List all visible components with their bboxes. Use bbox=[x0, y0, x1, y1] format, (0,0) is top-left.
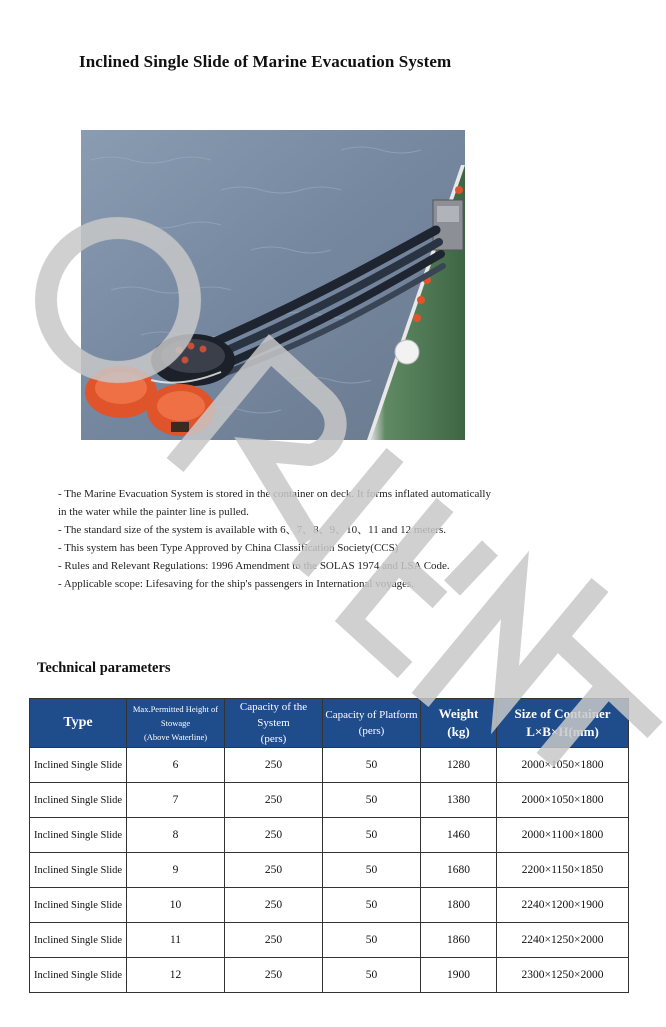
description-list bbox=[58, 485, 498, 593]
header-container-size-unit: L×B×H(mm) bbox=[526, 724, 599, 739]
cell-capacity-system: 250 bbox=[225, 783, 323, 818]
cell-type: Inclined Single Slide bbox=[30, 853, 127, 888]
cell-capacity-platform: 50 bbox=[323, 888, 421, 923]
cell-height: 10 bbox=[127, 888, 225, 923]
header-type: Type bbox=[30, 699, 127, 748]
cell-capacity-platform: 50 bbox=[323, 748, 421, 783]
cell-weight: 1860 bbox=[421, 923, 497, 958]
cell-type: Inclined Single Slide bbox=[30, 818, 127, 853]
technical-parameters-table bbox=[29, 698, 629, 993]
description-item: - Rules and Relevant Regulations: 1996 Amendment to the SOLAS 1974 and LSA Code. bbox=[58, 560, 450, 572]
header-capacity-system-label: Capacity of the System bbox=[239, 701, 308, 729]
marine-evacuation-photo bbox=[81, 130, 465, 440]
cell-weight: 1460 bbox=[421, 818, 497, 853]
table-row bbox=[30, 853, 629, 888]
description-item: - Applicable scope: Lifesaving for the ship's passengers in International voyages. bbox=[58, 578, 415, 590]
cell-height: 12 bbox=[127, 958, 225, 993]
cell-container-size: 2300×1250×2000 bbox=[497, 958, 629, 993]
table-row bbox=[30, 888, 629, 923]
description-item: - The Marine Evacuation System is stored in the container on deck. It forms inflated automatically in the water while the painter line is pulled. bbox=[58, 488, 491, 518]
cell-weight: 1900 bbox=[421, 958, 497, 993]
description-item: - The standard size of the system is available with 6、7、8、9、10、11 and 12 meters. bbox=[58, 524, 446, 536]
cell-height: 8 bbox=[127, 818, 225, 853]
cell-capacity-system: 250 bbox=[225, 888, 323, 923]
table-row bbox=[30, 923, 629, 958]
cell-weight: 1380 bbox=[421, 783, 497, 818]
description-item: - This system has been Type Approved by China Classification Society(CCS) bbox=[58, 542, 399, 554]
cell-weight: 1680 bbox=[421, 853, 497, 888]
cell-height: 9 bbox=[127, 853, 225, 888]
cell-type: Inclined Single Slide bbox=[30, 923, 127, 958]
header-container-size-label: Size of Container bbox=[514, 706, 611, 721]
header-container-size bbox=[497, 699, 629, 748]
cell-capacity-platform: 50 bbox=[323, 923, 421, 958]
cell-height: 11 bbox=[127, 923, 225, 958]
header-max-height bbox=[127, 699, 225, 748]
cell-capacity-platform: 50 bbox=[323, 853, 421, 888]
cell-height: 6 bbox=[127, 748, 225, 783]
header-capacity-system-unit: (pers) bbox=[260, 733, 287, 745]
cell-type: Inclined Single Slide bbox=[30, 958, 127, 993]
table-row bbox=[30, 748, 629, 783]
cell-height: 7 bbox=[127, 783, 225, 818]
header-weight-label: Weight bbox=[438, 706, 479, 721]
page-title: Inclined Single Slide of Marine Evacuation System bbox=[79, 52, 452, 71]
cell-container-size: 2000×1050×1800 bbox=[497, 748, 629, 783]
header-weight-unit: (kg) bbox=[447, 724, 470, 739]
cell-capacity-system: 250 bbox=[225, 748, 323, 783]
cell-capacity-system: 250 bbox=[225, 853, 323, 888]
cell-weight: 1800 bbox=[421, 888, 497, 923]
table-row bbox=[30, 783, 629, 818]
cell-capacity-platform: 50 bbox=[323, 958, 421, 993]
cell-type: Inclined Single Slide bbox=[30, 888, 127, 923]
cell-type: Inclined Single Slide bbox=[30, 748, 127, 783]
cell-capacity-platform: 50 bbox=[323, 818, 421, 853]
header-capacity-system bbox=[225, 699, 323, 748]
table-row bbox=[30, 958, 629, 993]
cell-capacity-system: 250 bbox=[225, 958, 323, 993]
cell-capacity-platform: 50 bbox=[323, 783, 421, 818]
header-max-height-note: (Above Waterline) bbox=[143, 732, 208, 742]
header-max-height-label: Max.Permitted Height of Stowage bbox=[132, 704, 219, 728]
cell-container-size: 2200×1150×1850 bbox=[497, 853, 629, 888]
cell-container-size: 2000×1050×1800 bbox=[497, 783, 629, 818]
header-capacity-platform bbox=[323, 699, 421, 748]
header-capacity-platform-unit: (pers) bbox=[358, 725, 385, 737]
cell-type: Inclined Single Slide bbox=[30, 783, 127, 818]
cell-weight: 1280 bbox=[421, 748, 497, 783]
section-title: Technical parameters bbox=[37, 660, 171, 676]
cell-container-size: 2240×1250×2000 bbox=[497, 923, 629, 958]
table-row bbox=[30, 818, 629, 853]
cell-container-size: 2000×1100×1800 bbox=[497, 818, 629, 853]
cell-capacity-system: 250 bbox=[225, 923, 323, 958]
header-capacity-platform-label: Capacity of Platform bbox=[325, 709, 418, 721]
header-weight bbox=[421, 699, 497, 748]
table-header-row bbox=[30, 699, 629, 748]
cell-capacity-system: 250 bbox=[225, 818, 323, 853]
cell-container-size: 2240×1200×1900 bbox=[497, 888, 629, 923]
